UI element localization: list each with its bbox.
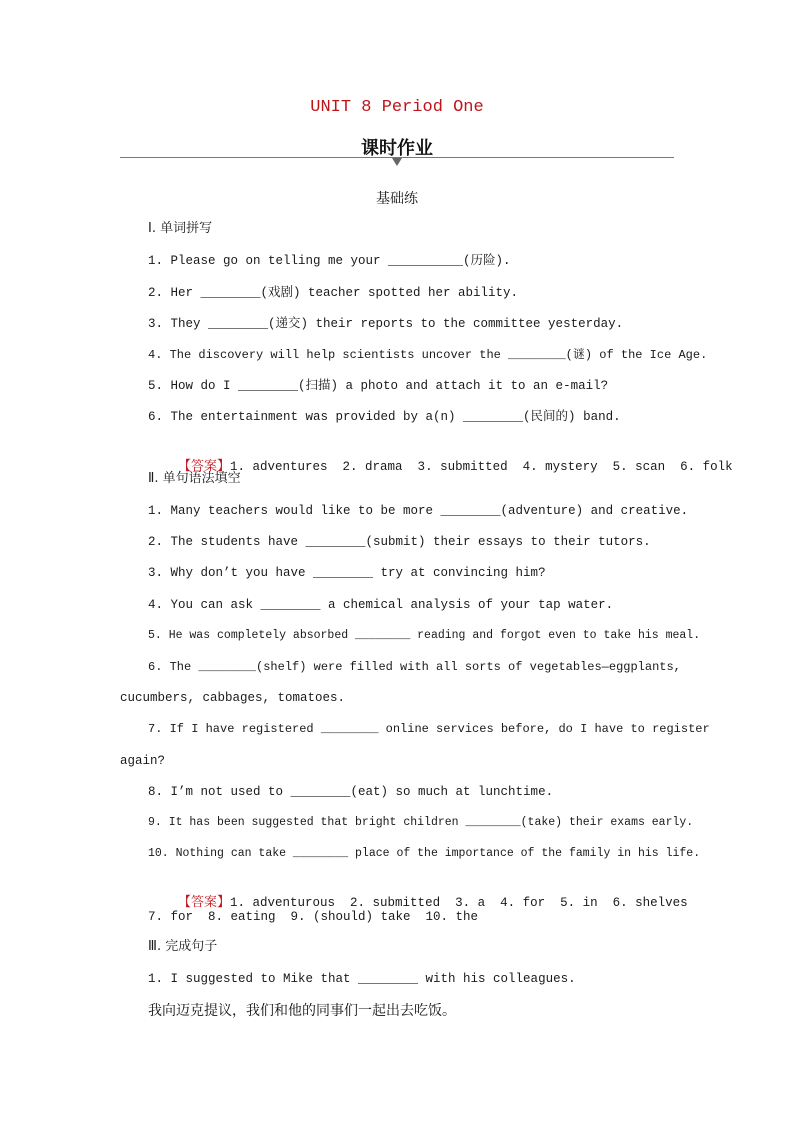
part1-item-1: 1. Please go on telling me your __________(历险).	[148, 254, 511, 268]
part1-item-3: 3. They ________(递交) their reports to the committee yesterday.	[148, 317, 624, 331]
part1-answer-text: 1. adventures 2. drama 3. submitted 4. mystery 5. scan 6. folk	[230, 460, 733, 474]
part2-item-8: 8. I’m not used to ________(eat) so much at lunchtime.	[148, 785, 554, 799]
answer-tag: 【答案】	[178, 459, 231, 474]
part2-answer-cont: 7. for 8. eating 9. (should) take 10. the	[148, 910, 479, 924]
page-title: UNIT 8 Period One	[310, 98, 484, 117]
answer-tag: 【答案】	[178, 895, 231, 910]
part2-item-7: 7. If I have registered ________ online services before, do I have to register	[148, 722, 710, 736]
part1-item-6: 6. The entertainment was provided by a(n) ________(民间的) band.	[148, 410, 621, 424]
part3-heading: Ⅲ. 完成句子	[148, 939, 218, 954]
part3-translation: 我向迈克提议，我们和他的同事们一起出去吃饭。	[148, 1003, 456, 1019]
section-title: 基础练	[376, 191, 418, 207]
part2-item-2: 2. The students have ________(submit) their essays to their tutors.	[148, 535, 651, 549]
part3-item-1: 1. I suggested to Mike that ________ with his colleagues.	[148, 972, 576, 986]
part1-item-2: 2. Her ________(戏剧) teacher spotted her ability.	[148, 286, 519, 300]
part2-item-6-cont: cucumbers, cabbages, tomatoes.	[120, 691, 346, 705]
part2-item-4: 4. You can ask ________ a chemical analysis of your tap water.	[148, 598, 614, 612]
part2-item-5: 5. He was completely absorbed ________ reading and forgot even to take his meal.	[148, 629, 701, 642]
part2-item-3: 3. Why don’t you have ________ try at convincing him?	[148, 566, 546, 580]
part2-item-10: 10. Nothing can take ________ place of the importance of the family in his life.	[148, 847, 701, 860]
part1-item-5: 5. How do I ________(扫描) a photo and attach it to an e-mail?	[148, 379, 609, 393]
part2-item-6: 6. The ________(shelf) were filled with all sorts of vegetables—eggplants,	[148, 660, 681, 674]
part2-answer-text: 1. adventurous 2. submitted 3. a 4. for 5. in 6. shelves	[230, 896, 688, 910]
part2-item-7-cont: again?	[120, 754, 166, 768]
page-subtitle: 课时作业	[361, 138, 433, 159]
part2-item-9: 9. It has been suggested that bright children ________(take) their exams early.	[148, 816, 694, 829]
part1-item-4: 4. The discovery will help scientists uncover the ________(谜) of the Ice Age.	[148, 348, 708, 362]
divider-triangle-icon	[392, 158, 402, 166]
part2-item-1: 1. Many teachers would like to be more ________(adventure) and creative.	[148, 504, 689, 518]
part1-heading: Ⅰ. 单词拼写	[148, 221, 213, 236]
part2-heading: Ⅱ. 单句语法填空	[148, 471, 241, 486]
